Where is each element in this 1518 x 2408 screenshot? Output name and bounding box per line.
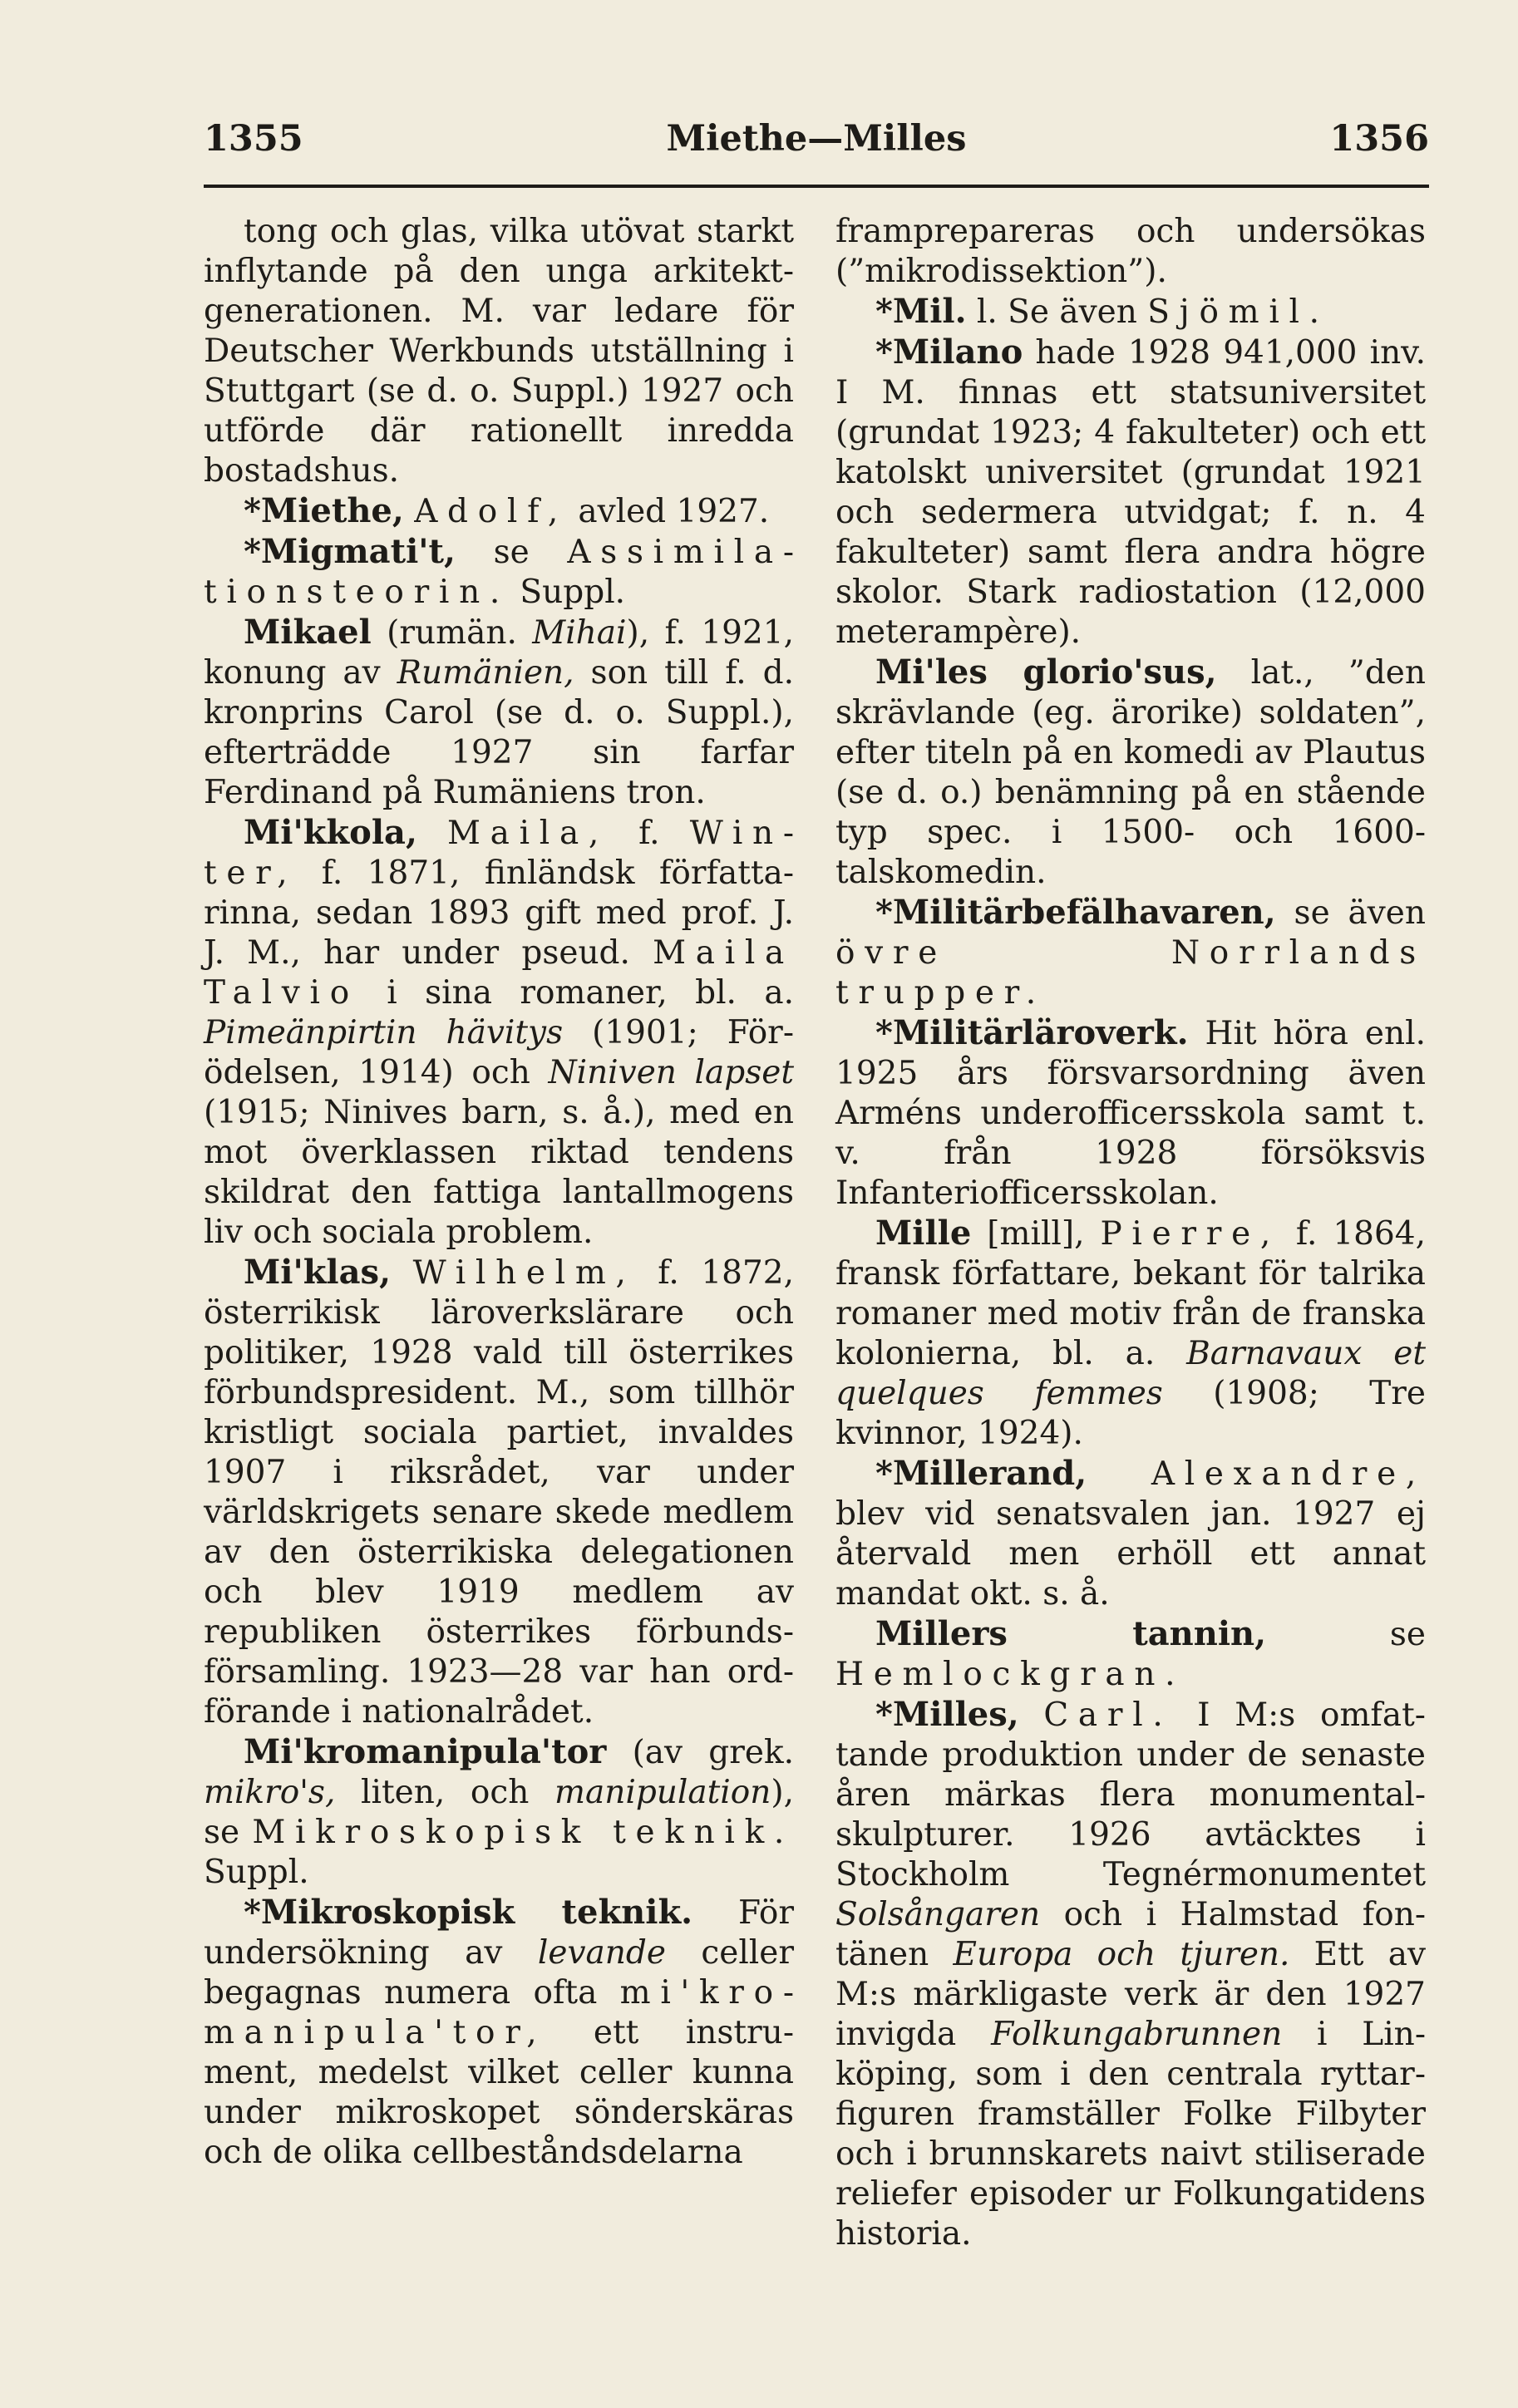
body-text: Ett av M:s märkligaste verk är den 1927 invigda (835, 1936, 1426, 2053)
body-text: ), f. 1921, konung av (204, 614, 794, 692)
body-text: hade 1928 941,000 inv. I M. finnas ett statsuniversitet (grundat 1923; 4 fakulteter) och ett katolskt universitet (grundat 1921 och sedermera utvidgat; f. n. 4 fakulteter) samt flera andra högre skolor. Stark radiostation (12,000 meterampère). (835, 334, 1426, 651)
headword: *Milles, (875, 1695, 1019, 1734)
spaced-text: Carl. (1043, 1696, 1173, 1734)
entry-e5 (204, 813, 794, 1253)
italic-text: Niniven lapset (548, 1054, 794, 1091)
spaced-text: övre Norrlands trupper. (835, 934, 1426, 1012)
body-text: (av grek. (606, 1734, 794, 1771)
body-text: se (1266, 1616, 1426, 1653)
headword: *Miethe, (244, 491, 404, 530)
entry-e3 (204, 532, 794, 613)
right-column (835, 212, 1426, 2254)
italic-text: Rumänien, (397, 654, 574, 692)
entry-r3 (835, 332, 1426, 652)
headword: *Milano (875, 332, 1023, 372)
italic-text: Barnavaux et quelques femmes (835, 1335, 1426, 1412)
spaced-text: Maila Talvio (204, 934, 794, 1012)
body-text: Suppl. (510, 574, 626, 611)
body-text: (1901; Förödelsen, 1914) och (204, 1014, 794, 1091)
body-text: celler begagnas numera ofta (204, 1934, 794, 2012)
body-text: i Linköping, som i den centrala ryttarfiguren framställer Folke Filbyter och i brunnskarets naivt stiliserade reliefer episoder ur Folkungatidens historia. (835, 2016, 1426, 2253)
entry-r1 (835, 212, 1426, 292)
body-text: I M:s omfattande produktion under de senaste åren märkas flera monumentalskulpturer. 1926 avtäcktes i Stockholm Tegnérmonumentet (835, 1696, 1426, 1893)
spaced-text: Alexandre, (1151, 1455, 1426, 1493)
body-text: För undersökning av (204, 1894, 795, 1972)
entry-r7 (835, 1214, 1426, 1454)
header-rule (204, 185, 1429, 188)
body-text: (rumän. (371, 614, 533, 652)
italic-text: Europa och tjuren. (953, 1936, 1290, 1973)
headword: *Migmati't, (244, 532, 456, 571)
body-text: [mill], (971, 1215, 1101, 1253)
body-text (1087, 1455, 1151, 1493)
body-text: f. (609, 815, 690, 852)
headword: *Mikroskopisk teknik. (244, 1893, 693, 1932)
body-text: l. Se även (966, 293, 1148, 331)
body-text: lat., ”den skrävlande (eg. ärorike) soldaten”, efter titeln på en komedi av Plautus (se d. o.) benämning på en stående typ spec. i 1500- och 1600-talskomedin. (835, 654, 1426, 891)
headword: Mi'kkola, (244, 813, 417, 852)
body-text: (1915; Ninives barn, s. å.), med en mot överklassen riktad tendens skildrat den fattiga lantallmogens liv och sociala problem. (204, 1094, 794, 1251)
entry-r10 (835, 1695, 1426, 2254)
page-number-right: 1356 (1329, 118, 1429, 160)
italic-text: manipulation (554, 1774, 771, 1811)
italic-text: Mihai (532, 614, 627, 652)
body-text (404, 493, 414, 530)
body-text: ), se (204, 1774, 794, 1851)
entry-r6 (835, 1013, 1426, 1214)
italic-text: levande (537, 1934, 666, 1972)
spaced-text: Adolf, (414, 493, 568, 530)
body-text: se även (1275, 894, 1426, 932)
entry-e2 (204, 491, 794, 532)
headword: *Millerand, (875, 1454, 1087, 1493)
spaced-text: Maila, (447, 815, 609, 852)
body-text: liten, och (335, 1774, 554, 1811)
spaced-text: Assimilationsteorin. (204, 534, 794, 611)
headword: Mille (875, 1214, 972, 1253)
italic-text: Pimeänpirtin hävitys (204, 1014, 564, 1051)
body-text: (1908; Tre kvinnor, 1924). (835, 1375, 1426, 1452)
headword: Mi'les glorio'sus, (875, 652, 1217, 692)
italic-text: Solsångaren (835, 1896, 1041, 1933)
entry-e1 (204, 212, 794, 491)
italic-text: Folkungabrunnen (991, 2016, 1283, 2053)
entry-r5 (835, 893, 1426, 1013)
page-number-left: 1355 (204, 118, 303, 160)
body-text: och i Halmstad fontänen (835, 1896, 1426, 1973)
body-text: blev vid senatsvalen jan. 1927 ej återvald men erhöll ett annat mandat okt. s. å. (835, 1495, 1426, 1613)
spaced-text: Pierre, (1100, 1215, 1280, 1253)
entry-r8 (835, 1454, 1426, 1614)
body-text: Hit höra enl. 1925 års försvarsordning även Arméns underofficersskola samt t. v. från 1928 försöksvis Infanteriofficersskolan. (835, 1015, 1426, 1212)
body-text (1019, 1696, 1044, 1734)
body-text: son till f. d. kronprins Carol (se d. o. Suppl.), efterträdde 1927 sin farfar Ferdinand på Rumäniens tron. (204, 654, 794, 811)
italic-text: mikro's, (204, 1774, 336, 1811)
running-head: Miethe—Milles (666, 118, 967, 160)
body-text: framprepareras och undersökas (”mikrodissektion”). (835, 213, 1426, 290)
body-text: f. 1864, fransk författare, bekant för talrika romaner med motiv från de franska kolonierna, bl. a. (835, 1215, 1426, 1372)
headword: Mi'klas, (244, 1253, 391, 1292)
entry-e7 (204, 1732, 794, 1893)
spaced-text: Winter, (204, 815, 794, 892)
entry-e6 (204, 1253, 794, 1732)
left-column (204, 212, 794, 2173)
body-text: avled 1927. (567, 493, 770, 530)
entry-r2 (835, 292, 1426, 332)
headword: Mi'kromanipula'tor (244, 1732, 607, 1771)
headword: *Militärläroverk. (875, 1013, 1189, 1052)
spaced-text: Wilhelm, (412, 1254, 636, 1292)
body-text: f. 1871, finländsk författarinna, sedan 1893 gift med prof. J. J. M., har under pseud. (204, 854, 794, 972)
headword: Mikael (244, 613, 372, 652)
body-text (391, 1254, 413, 1292)
spaced-text: Mikroskopisk teknik. (252, 1814, 794, 1851)
spaced-text: Hemlockgran. (835, 1656, 1185, 1693)
headword: Millers tannin, (875, 1614, 1267, 1653)
entry-e4 (204, 613, 794, 813)
entry-r9 (835, 1614, 1426, 1695)
headword: *Mil. (875, 292, 967, 331)
entry-e8 (204, 1893, 794, 2173)
body-text: f. 1872, österrikisk läroverkslärare och politiker, 1928 vald till österrikes förbundspresident. M., som tillhör kristligt sociala partiet, invaldes 1907 i riksrådet, var under världskrigets senare skede medlem av den österrikiska delegationen och blev 1919 medlem av republiken österrikes förbundsförsamling. 1923—28 var han ordförande i nationalrådet. (204, 1254, 794, 1731)
body-text: se (455, 534, 568, 571)
headword: *Militärbefälhavaren, (875, 893, 1276, 932)
body-text: i sina romaner, bl. a. (358, 974, 794, 1012)
page-header (204, 118, 1429, 168)
spaced-text: Sjömil. (1147, 293, 1329, 331)
body-text (417, 815, 447, 852)
body-text: Suppl. (204, 1854, 309, 1891)
entry-r4 (835, 652, 1426, 893)
body-text: ett instrument, medelst vilket celler kunna under mikroskopet sönderskäras och de olika cellbeståndsdelarna (204, 2014, 794, 2171)
spaced-text: mi'kromanipula'tor, (204, 1974, 794, 2051)
body-text: tong och glas, vilka utövat starkt inflytande på den unga arkitektgenerationen. M. var ledare för Deutscher Werkbunds utställning i Stuttgart (se d. o. Suppl.) 1927 och utförde där rationellt inredda bostadshus. (204, 213, 794, 490)
